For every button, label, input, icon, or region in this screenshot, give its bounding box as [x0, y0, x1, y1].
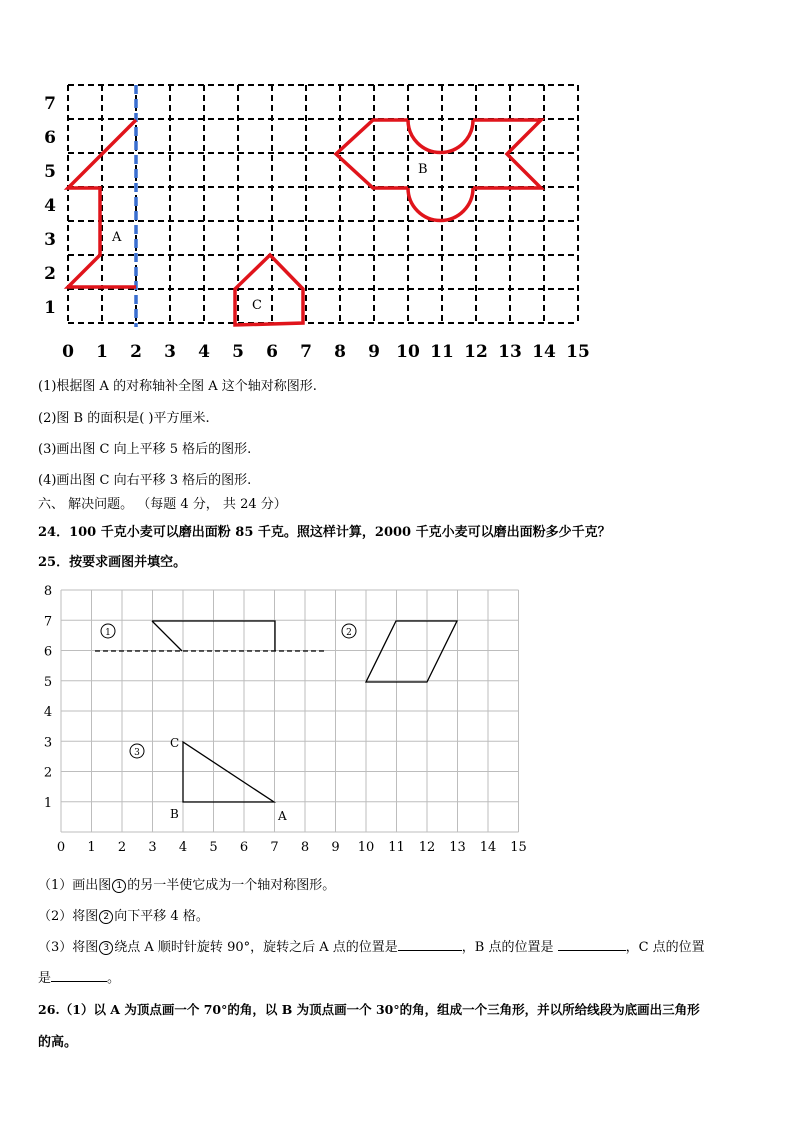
q25-p3-line2-pre: 是 [38, 971, 52, 986]
x-tick-label: 5 [232, 342, 244, 362]
q25-p3-line2-post: 。 [107, 971, 121, 986]
x-tick-label: 7 [270, 840, 279, 855]
x-tick-label: 1 [87, 840, 96, 855]
y-tick-label: 6 [43, 644, 53, 660]
x-tick-label: 13 [449, 840, 466, 855]
x-tick-label: 14 [532, 342, 556, 362]
y-axis-labels [44, 94, 56, 318]
marker-1 [101, 624, 115, 638]
grid-figure-2 [30, 580, 540, 860]
q26-line2: 的高。 [38, 1035, 78, 1050]
x-axis-labels [62, 342, 590, 362]
svg-text:2: 2 [346, 628, 352, 638]
marker-2 [342, 624, 356, 638]
x-tick-label: 12 [464, 342, 488, 362]
grid-figure-1 [30, 75, 595, 365]
q25-p1-pre: （1）画出图 [38, 878, 112, 893]
y-tick-label: 3 [43, 735, 53, 751]
x-tick-label: 1 [96, 342, 108, 362]
x-tick-label: 15 [510, 840, 527, 855]
y-tick-label: 2 [43, 765, 53, 781]
x-tick-label: 15 [566, 342, 590, 362]
point-c: C [170, 736, 180, 750]
x-tick-label: 9 [368, 342, 380, 362]
y-tick-label: 7 [44, 94, 56, 114]
x-tick-label: 14 [479, 840, 497, 855]
q23-part2: (2)图 B 的面积是( )平方厘米. [38, 411, 210, 426]
q25-part2 [38, 905, 209, 924]
y-tick-label: 4 [43, 705, 53, 720]
x-tick-label: 6 [266, 342, 278, 362]
point-a: A [278, 809, 287, 823]
label-b: B [418, 162, 428, 177]
x-tick-label: 11 [430, 342, 454, 362]
marker-3 [130, 744, 144, 758]
x-tick-label: 12 [418, 840, 436, 855]
q25-title: 25．按要求画图并填空。 [38, 555, 187, 570]
q25-p3-mid2: ，B 点的位置是 [461, 940, 554, 955]
q23-part3: (3)画出图 C 向上平移 5 格后的图形. [38, 442, 252, 457]
shape-1-slant [152, 621, 182, 651]
y-tick-label: 8 [43, 584, 53, 599]
q25-p3-mid3: ，C 点的位置 [625, 940, 705, 955]
y-tick-label: 4 [44, 196, 56, 216]
x-tick-label: 4 [178, 840, 188, 855]
answer-blank-b[interactable] [558, 950, 626, 951]
q23-part1: (1)根据图 A 的对称轴补全图 A 这个轴对称图形. [38, 379, 317, 394]
y-tick-label: 5 [44, 162, 56, 182]
x-tick-label: 2 [130, 342, 142, 362]
q25-part1 [38, 874, 335, 893]
x-tick-label: 7 [300, 342, 312, 362]
x-axis-labels [57, 840, 527, 855]
svg-text:1: 1 [105, 628, 111, 638]
x-tick-label: 3 [164, 342, 176, 362]
q25-p1-post: 的另一半使它成为一个轴对称图形。 [127, 878, 336, 893]
answer-blank-c[interactable] [51, 981, 107, 982]
section-6-title: 六、 解决问题。 （每题 4 分， 共 24 分） [38, 497, 287, 512]
x-tick-label: 0 [56, 840, 66, 855]
circled-number-2: 2 [99, 910, 113, 924]
x-tick-label: 9 [331, 840, 340, 855]
x-tick-label: 10 [396, 342, 420, 362]
x-tick-label: 13 [498, 342, 522, 362]
y-tick-label: 1 [43, 795, 53, 811]
y-tick-label: 5 [43, 674, 53, 690]
q25-part3 [38, 936, 705, 955]
x-tick-label: 10 [357, 840, 375, 855]
x-tick-label: 5 [209, 840, 218, 855]
x-tick-label: 0 [62, 342, 74, 362]
y-tick-label: 3 [44, 230, 56, 250]
y-tick-label: 2 [44, 264, 56, 284]
point-b: B [170, 807, 179, 821]
q23-part4: (4)画出图 C 向右平移 3 格后的图形. [38, 473, 252, 488]
x-tick-label: 3 [148, 840, 157, 855]
y-tick-label: 7 [43, 614, 53, 630]
x-tick-label: 6 [239, 840, 249, 855]
y-axis-labels [44, 584, 52, 811]
shape-2-parallelogram [366, 621, 457, 682]
y-tick-label: 1 [44, 298, 56, 318]
x-tick-label: 4 [198, 342, 210, 362]
answer-blank-a[interactable] [398, 950, 462, 951]
q25-p2-post: 向下平移 4 格。 [114, 909, 209, 924]
x-tick-label: 11 [388, 840, 405, 855]
x-tick-label: 8 [334, 342, 346, 362]
y-tick-label: 6 [44, 128, 56, 148]
q25-part3-line2 [38, 967, 120, 986]
circled-number-1: 1 [112, 879, 126, 893]
x-tick-label: 8 [300, 840, 310, 855]
q26-line1: 26.（1）以 A 为顶点画一个 70°的角，以 B 为顶点画一个 30°的角，组成一个三角形，并以所给线段为底画出三角形 [38, 1002, 700, 1017]
x-tick-label: 2 [117, 840, 127, 855]
q25-p3-mid1: 绕点 A 顺时针旋转 90°，旋转之后 A 点的位置是 [114, 940, 398, 955]
label-c: C [252, 298, 262, 313]
light-grid [61, 590, 519, 832]
q25-p3-pre: （3）将图 [38, 940, 99, 955]
circled-number-3: 3 [99, 941, 113, 955]
label-a: A [112, 230, 122, 245]
svg-text:3: 3 [134, 748, 140, 758]
q25-p2-pre: （2）将图 [38, 909, 99, 924]
q24-text: 24．100 千克小麦可以磨出面粉 85 千克。照这样计算，2000 千克小麦可以磨出面粉多少千克？ [38, 525, 611, 540]
